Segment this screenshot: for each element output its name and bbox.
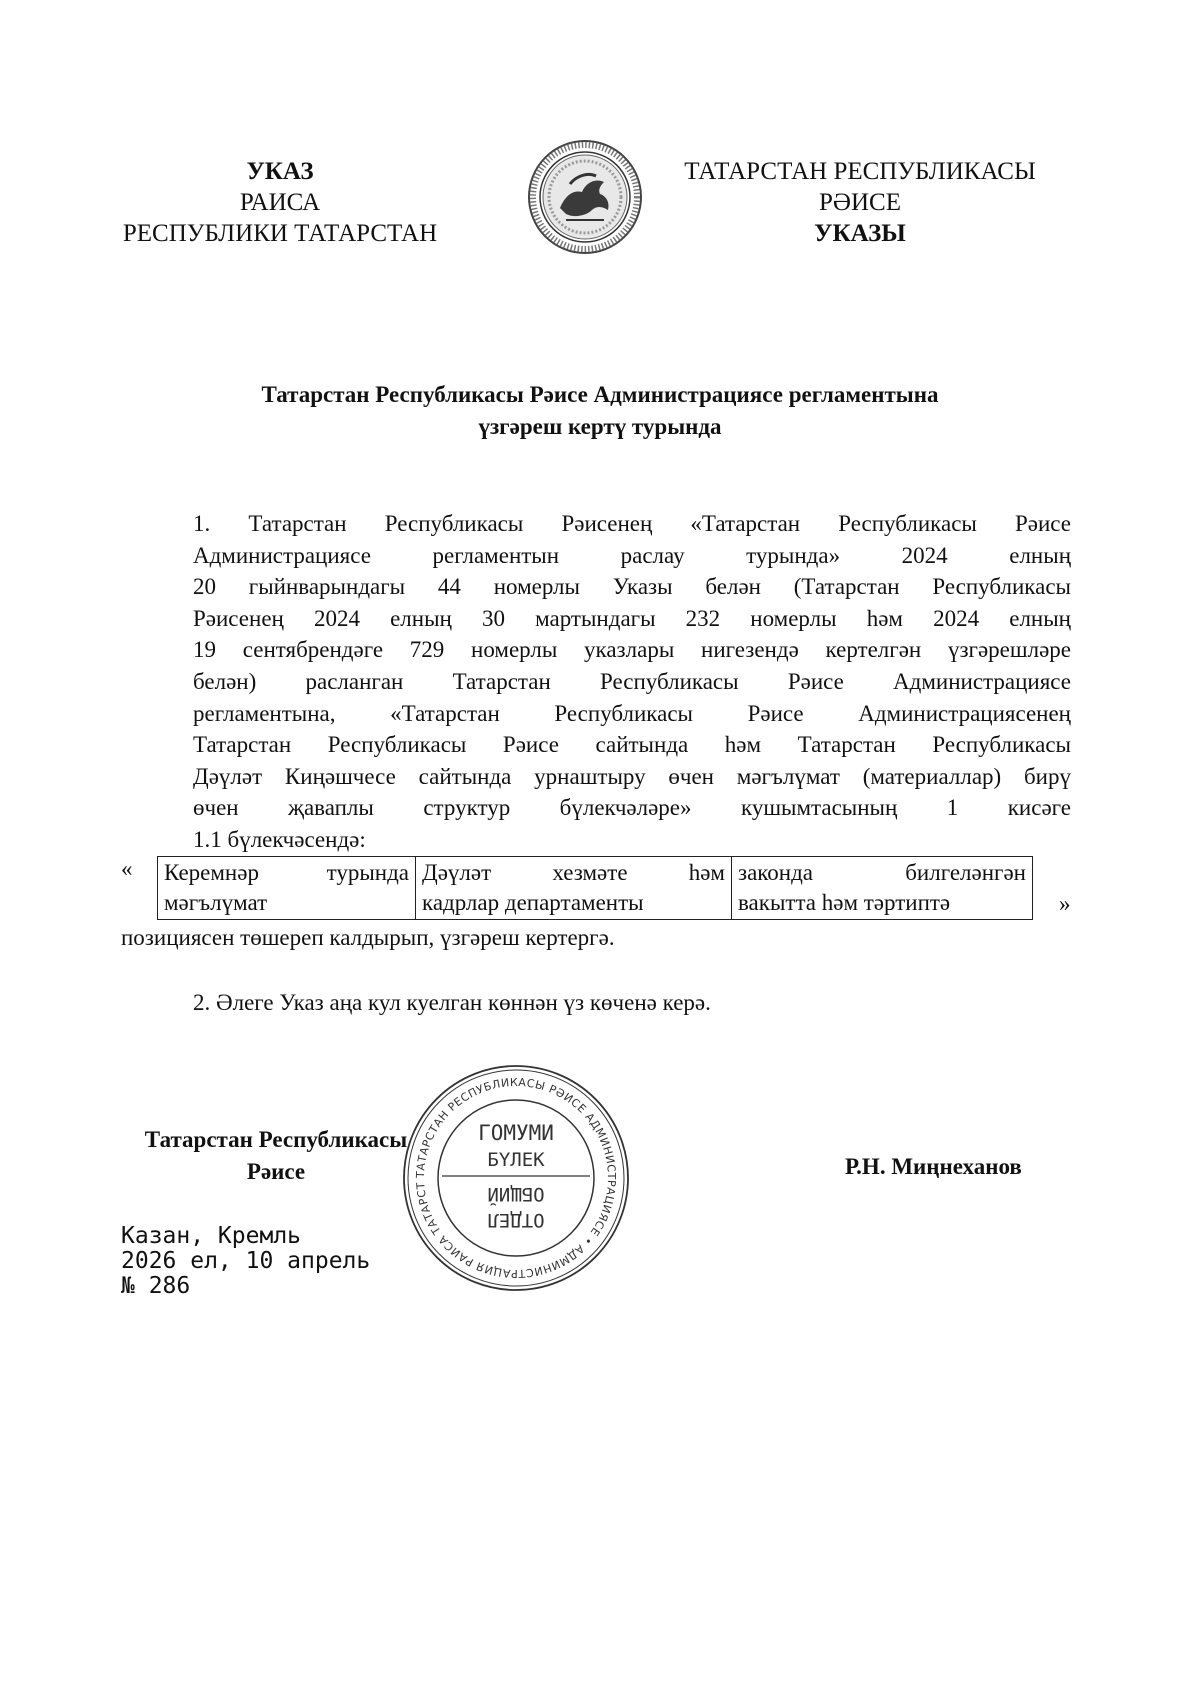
signatory-title-line2: Рәисе — [246, 1159, 306, 1184]
paragraph-1-line: 20 гыйнварындагы 44 номерлы Указы белән (Татарстан Республикасы — [193, 574, 1071, 600]
stamp-line1: ГОМУМИ — [478, 1121, 554, 1145]
paragraph-1-line: Татарстан Республикасы Рәисе сайтында һәм Татарстан Республикасы — [193, 732, 1071, 758]
paragraph-1-line: өчен җаваплы структур бүлекчәләре» кушымтасының 1 кисәге — [193, 795, 1071, 821]
table-cell-line: Дәүләт хезмәте һәм — [422, 860, 725, 885]
header-left-block — [115, 156, 445, 249]
header-left-line2: РАИСА — [239, 189, 321, 216]
paragraph-1-line: Дәүләт Киңәшчесе сайтында урнаштыру өчен мәгълүмат (материаллар) бирү — [193, 763, 1071, 789]
paragraph-1-line: 19 сентябрендәге 729 номерлы указлары нигезендә кертелгән үзгәрешләре — [193, 637, 1071, 663]
title-line-1: Татарстан Республикасы Рәисе Администрациясе регламентына — [261, 382, 939, 407]
paragraph-1-line: регламентына, «Татарстан Республикасы Рәисе Администрациясенең — [193, 700, 1071, 726]
issue-details — [121, 1224, 370, 1299]
issue-place: Казан, Кремль — [121, 1223, 302, 1249]
paragraph-1-line: Администрациясе регламентын раслау турында» 2024 елның — [193, 542, 1071, 568]
table-cell-line: вакытта һәм тәртиптә — [738, 890, 951, 915]
paragraph-1-line: белән) расланган Татарстан Республикасы Рәисе Администрациясе — [193, 668, 1071, 694]
table-cell — [416, 857, 732, 920]
stamp-line3: ОТДЕЛ — [487, 1209, 545, 1231]
header-right-line2: РӘИСЕ — [819, 189, 901, 216]
header-right-title: УКАЗЫ — [814, 220, 906, 247]
quote-close: » — [1059, 891, 1071, 916]
header-right-line1: ТАТАРСТАН РЕСПУБЛИКАСЫ — [684, 158, 1036, 185]
signatory-title — [121, 1124, 431, 1188]
official-stamp — [400, 1062, 632, 1294]
after-table-text: позициясен төшереп калдырып, үзгәреш кертергә. — [121, 925, 615, 950]
header-right-block — [660, 156, 1060, 249]
document-title — [120, 379, 1080, 443]
paragraph-1-line: Рәисенең 2024 елның 30 мартындагы 232 номерлы һәм 2024 елның — [193, 605, 1071, 631]
issue-number: № 286 — [121, 1273, 191, 1299]
issue-date: 2026 ел, 10 апрель — [121, 1248, 371, 1274]
stamp-line4: ОБЩИЙ — [487, 1183, 545, 1205]
paragraph-1-line: 1.1 бүлекчәсендә: — [193, 826, 366, 852]
stamp-ring-text: ТАТАРСТАН РЕСПУБЛИКАСЫ РӘИСЕ АДМИНИСТРАЦИЯСЕ • АДМИНИСТРАЦИЯ РАИСА ТАТАРСТ — [413, 1075, 619, 1281]
title-line-2: үзгәреш кертү турында — [478, 414, 722, 439]
header-left-title: УКАЗ — [246, 158, 314, 185]
table-cell-line: кадрлар департаменты — [422, 890, 644, 915]
table-cell-line: мәгълүмат — [164, 890, 268, 915]
amendment-table — [157, 856, 1033, 920]
quote-open: « — [121, 856, 133, 881]
signatory-title-line1: Татарстан Республикасы — [144, 1127, 408, 1152]
paragraph-1 — [121, 508, 1071, 856]
table-row — [158, 857, 1033, 920]
stamp-line2: БҮЛЕК — [487, 1149, 545, 1171]
table-cell — [158, 857, 416, 920]
table-cell-line: законда билгеләнгән — [738, 860, 1026, 885]
paragraph-1-line: 1. Татарстан Республикасы Рәисенең «Татарстан Республикасы Рәисе — [193, 511, 1071, 536]
signatory-name: Р.Н. Миңнеханов — [845, 1154, 1022, 1179]
header-left-line3: РЕСПУБЛИКИ ТАТАРСТАН — [122, 220, 438, 247]
table-cell-line: Керемнәр турында — [164, 860, 409, 885]
coat-of-arms-icon — [526, 138, 644, 256]
table-cell — [732, 857, 1033, 920]
paragraph-2: 2. Әлеге Указ аңа кул куелган көннән үз көченә керә. — [193, 990, 711, 1015]
